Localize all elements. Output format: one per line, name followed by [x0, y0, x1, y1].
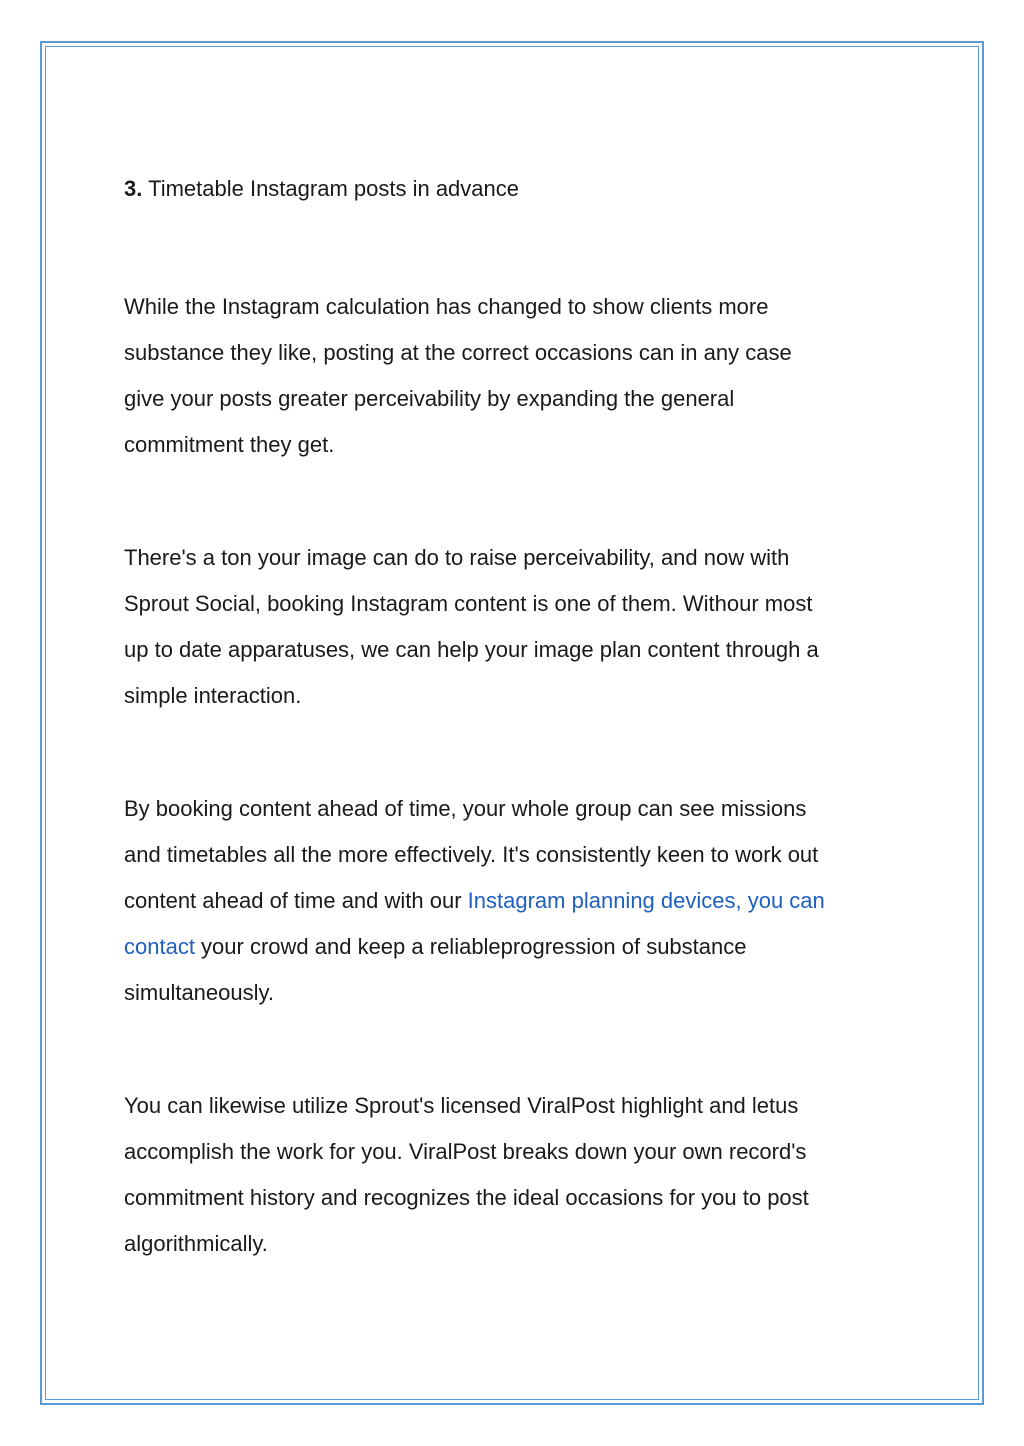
paragraph-1 [124, 284, 914, 468]
paragraph-line [124, 878, 914, 924]
paragraph-line: give your posts greater perceivability by expanding the general [124, 386, 735, 411]
paragraph-line: There's a ton your image can do to raise perceivability, and now with [124, 545, 790, 570]
paragraph-line: While the Instagram calculation has changed to show clients more [124, 294, 769, 319]
paragraph-line: Sprout Social, booking Instagram content is one of them. Withour most [124, 591, 813, 616]
paragraph-line: and timetables all the more effectively. It's consistently keen to work out [124, 842, 819, 867]
paragraph-line: simultaneously. [124, 980, 274, 1005]
section-number: 3. [124, 176, 143, 201]
paragraph-2 [124, 535, 914, 719]
paragraph-line: up to date apparatuses, we can help your image plan content through a [124, 637, 819, 662]
paragraph-line [124, 924, 914, 970]
paragraph-line: commitment history and recognizes the ideal occasions for you to post [124, 1185, 809, 1210]
paragraph-line: substance they like, posting at the correct occasions can in any case [124, 340, 792, 365]
paragraph-line: You can likewise utilize Sprout's licensed ViralPost highlight and letus [124, 1093, 799, 1118]
section-heading [124, 170, 914, 208]
paragraph-text: your crowd and keep a reliableprogression of substance [194, 934, 747, 959]
paragraph-3 [124, 786, 914, 1016]
paragraph-line: accomplish the work for you. ViralPost breaks down your own record's [124, 1139, 807, 1164]
paragraph-4 [124, 1083, 914, 1267]
section-title: Timetable Instagram posts in advance [142, 176, 520, 201]
instagram-planning-link-continued[interactable]: contact [124, 934, 195, 959]
paragraph-line: commitment they get. [124, 432, 335, 457]
instagram-planning-link[interactable]: Instagram planning devices, you can [467, 888, 825, 913]
paragraph-text: content ahead of time and with our [124, 888, 468, 913]
paragraph-line: algorithmically. [124, 1231, 268, 1256]
paragraph-line: simple interaction. [124, 683, 302, 708]
paragraph-line: By booking content ahead of time, your whole group can see missions [124, 796, 807, 821]
document-body [124, 170, 914, 1267]
